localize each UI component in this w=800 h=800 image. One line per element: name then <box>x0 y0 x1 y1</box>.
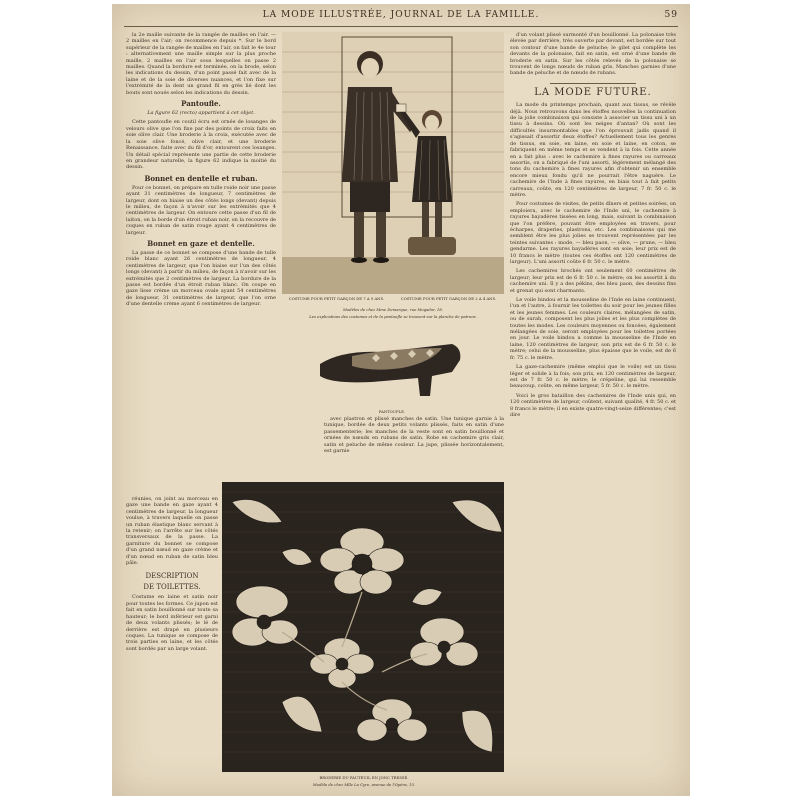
description-text: Costume en laine et satin noir pour toutes les formes. Ce jupon est fait en satin bouillonné sur toute sa hauteur; le bord inférieur est garni de deux volants plissés; le lé de derrière est drapé en plusieurs coques. La tunique se compose de trois parties en laine, et les côtés sont bordés par un large volant. <box>126 594 218 652</box>
bonnet-gaze-continued: réunies, on joint au morceau en gaze une bande en gaze ayant 4 centimètres de largeur, la longueur voulue, à travers laquelle on passe un ruban élastique blanc servant à la retenir; on l'arrête sur les côtés transversaux de la passe. La garniture du bonnet se compose d'un grand nœud en gaze crème et d'un nœud en ruban de satin bleu pâle. <box>126 496 218 567</box>
mode-future-p6: Voici le gros bataillon des cachemires de l'Inde unis qui, en 120 centimètres de largeur, coûtent, suivant qualité, 4 fr. 50 c. et 8 francs le mètre; il en existe quatre-vingt-seize différentes; c'est dire <box>510 392 676 418</box>
slipper-engraving <box>312 332 472 402</box>
left-intro-text: la 2e maille suivante de la rangée de mailles en l'air. — 2 mailles en l'air; on recommence depuis *. Sur le bord supérieur de la rangée de mailles en l'air, on fait le 4e tour : alternativement une maille simple sur la plus proche maille, 2 mailles en l'air sous lesquelles on passe 2 mailles. Quand la bordure est terminée, on la brode, selon les indications du dessin, d'un point passé fait avec de la laine et de la soie de diverses nuances, et l'on fixe sur l'extrémité de la dent un grand fil en grès lié dont les bouts sont noués selon les indications du dessin. <box>126 32 276 96</box>
mode-future-p1: La mode du printemps prochain, quant aux tissus, se révèle déjà. Nous retrouvons dans les étoffes nouvelles la continuation de la jolie combinaison qui consiste à associer un tissu uni à un tissu à dessins. Où sont les neiges d'antan? Où sont les difficultés insurmontables que l'on éprouvait jadis quand il s'agissait d'assortir deux étoffes? Actuellement tous les genres de tissus, en soie, en laine, en soie et laine, en coton, se fabriquent en même temps et se vendent à la fois. Cette année en a fait plus : avec le cachemire à fines rayures ou carreaux assortis, on a fabriqué de l'uni assorti, légèrement mélangé des tons du cachemire à fines rayures afin d'obtenir un ensemble encore mieux fondu qu'il ne pourrait l'être naguère. Le cachemire de l'Inde à fines rayures, en biais tout à fait petits carreaux, coûte, en 120 centimètres de largeur, 7 fr. 50 c. le mètre. <box>510 102 676 198</box>
description-subheading: DE TOILETTES. <box>143 583 201 592</box>
journal-title: LA MODE ILLUSTRÉE, JOURNAL DE LA FAMILLE. <box>262 10 540 20</box>
caption-younger-boy: COSTUME POUR PETIT GARÇON DE 2 A 4 ANS. <box>400 296 497 301</box>
boys-costume-engraving <box>282 32 504 294</box>
pantoufle-subheading: La figure 62 (recto) appartient à cet objet. <box>147 110 255 117</box>
left-column <box>126 32 276 492</box>
description-heading: DESCRIPTION <box>145 572 199 581</box>
mode-future-p3: Les cachemires brochés ont seulement 60 centimètres de largeur; leur prix est de 6 fr. 50 c. le mètre; on les assortit à du cachemire uni. Il y a des pékins, des bleu paon, des dessins fins et grenat qui sont charmants. <box>510 268 676 294</box>
bonnet-gaze-text: La passe de ce bonnet se compose d'une bande de tulle roide blanc ayant 26 centimètres de longueur, 4 centimètres de largeur, que l'on biaise sur l'un des côtés longs (devant) à partir du milieu, de façon à n'avoir sur les extrémités que 2 centimètres de largeur. La bordure de la passe est bordée d'un étroit ruban blanc. On coupe en gaze lisse crème un morceau ovale ayant 54 centimètres de longueur, 31 centimètres de largeur, que l'on orne d'une dentelle crème ayant 6 centimètres de largeur. <box>126 249 276 308</box>
middle-text: avec plastron et plissé manches de satin. Une tunique garnie à la tunique, bordée de deux petits volants plissés, faits en satin d'une passementerie; les manches de la veste sont en satin bouillonné et ornées de nœuds en rubans de satin. Robe en cachemire gris clair, satin et peluche de même couleur. La jupe, plissée horizontalement, est garnie <box>324 416 504 455</box>
caption-boys-note: Les explications des costumes et de la pantoufle se trouvent sur la planche de patrons. <box>309 314 477 319</box>
caption-older-boy: COSTUME POUR PETIT GARÇON DE 7 A 9 ANS. <box>288 296 385 301</box>
pantoufle-text: Cette pantoufle en coutil écru est ornée de losanges de velours olive que l'on fixe par des points de croix faits en soie olive clair. Une broderie à la croix, exécutée avec de la soie olive foncé, olive clair, et une broderie Renaissance, faite avec du fil d'or, entourent ces losanges. Un détail spécial représente une partie de cette broderie en grandeur naturelle, la figure 62 indique la moitié du dessin. <box>126 119 276 171</box>
mode-future-p2: Pour costumes de visites, de petits dîners et petites soirées, on emploiera, avec le cachemire de l'Inde uni, le cachemire à rayures bayadères tissées en long, mais, suivant la combinaison que l'on préfère, pouvant être employées en travers, pour écharpes, draperies, plastrons, etc. Les combinaisons qui me semblent être les plus jolies se trouvent représentées par les teintes suivantes : mode, — bleu paon, — olive, — prune, — bleu gendarme. Les rayures bayadères sont en soie; leur prix est de 10 francs le mètre (toutes ces étoffes ont 120 centimètres de largeur). L'uni assorti coûte 6 fr. 50 c. le mètre. <box>510 201 676 265</box>
page-number: 59 <box>664 10 678 20</box>
middle-text-block <box>324 416 504 478</box>
pantoufle-heading: Pantoufle. <box>181 99 221 109</box>
right-rule <box>550 83 636 84</box>
mode-future-p5: La gaze-cachemire (même emploi que le voile) est un tissu léger et solide à la fois; son prix, en 120 centimètres de largeur, est de 7 fr. 50 c. le mètre; le crépeline, qui lui ressemble beaucoup, coûte, en même largeur, 5 fr. 50 c. le mètre. <box>510 364 676 390</box>
caption-embroidery: BRODERIE DU FAUTEUIL EN JONC TRESSÉ. <box>319 775 409 780</box>
right-intro-text: d'un volant plissé surmonté d'un bouillonné. La polonaise très élevée par derrière, très ouverte par devant, est bordée sur tout son contour d'une bande de peluche; le gilet qui complète les devants de la polonaise, fait en satin, est orné d'une bande de broderie en satin. Sur les côtés relevés de la polonaise se trouvent de longs nœuds de ruban gris. Manches garnies d'une bande de peluche et de nœuds de rubans. <box>510 32 676 77</box>
page-header <box>112 10 690 26</box>
bonnet-dentelle-heading: Bonnet en dentelle et ruban. <box>144 173 258 183</box>
embroidery-engraving <box>222 482 504 772</box>
bonnet-gaze-heading: Bonnet en gaze et dentelle. <box>147 238 255 248</box>
caption-boys-model: Modèles de chez Mme Demarque, rue Mogador, 18. <box>343 307 443 312</box>
bonnet-dentelle-text: Pour ce bonnet, on prépare en tulle roide noir une passe ayant 31 centimètres de longueur, 7 centimètres de largeur, dont on biaise un des côtés longs (devant) depuis le milieu, de façon à n'avoir sur les extrémités que 4 centimètres de largeur. On entoure cette passe d'un fil de laiton, on la borde d'un étroit ruban noir, on la recouvre de coques en ruban de satin rouge ayant 4 centimètres de largeur. <box>126 184 276 236</box>
mode-future-p4: Le voile bindou et la mousseline de l'Inde en laine continuent, l'un et l'autre, à fournir les toilettes du soir pour les jeunes filles et les jeunes femmes. Les couleurs claires, mélangées de satin, ou de surah, composent les plus jolies et les plus complètes de toutes les modes. Les couleurs moyennes ou foncées, également mélangées de soie, seront employées pour les toilettes portées en jour. Le voile bindou a comme la mousseline de l'Inde en laine, 120 centimètres de largeur, son prix est de 6 fr. 50 c. le mètre; celui de la mousseline, plus épaisse que le voile, est de 6 fr. 75 c. le mètre. <box>510 297 676 361</box>
journal-page <box>112 4 690 796</box>
right-column <box>510 32 676 792</box>
narrow-left-column <box>126 496 218 792</box>
caption-embroidery-model: Modèle de chez Mlle La Cyre, avenue de l'Opéra, 15. <box>312 782 416 787</box>
caption-slipper: PANTOUFLE. <box>378 409 406 414</box>
mode-future-heading: LA MODE FUTURE. <box>534 86 652 98</box>
header-rule <box>124 26 678 27</box>
